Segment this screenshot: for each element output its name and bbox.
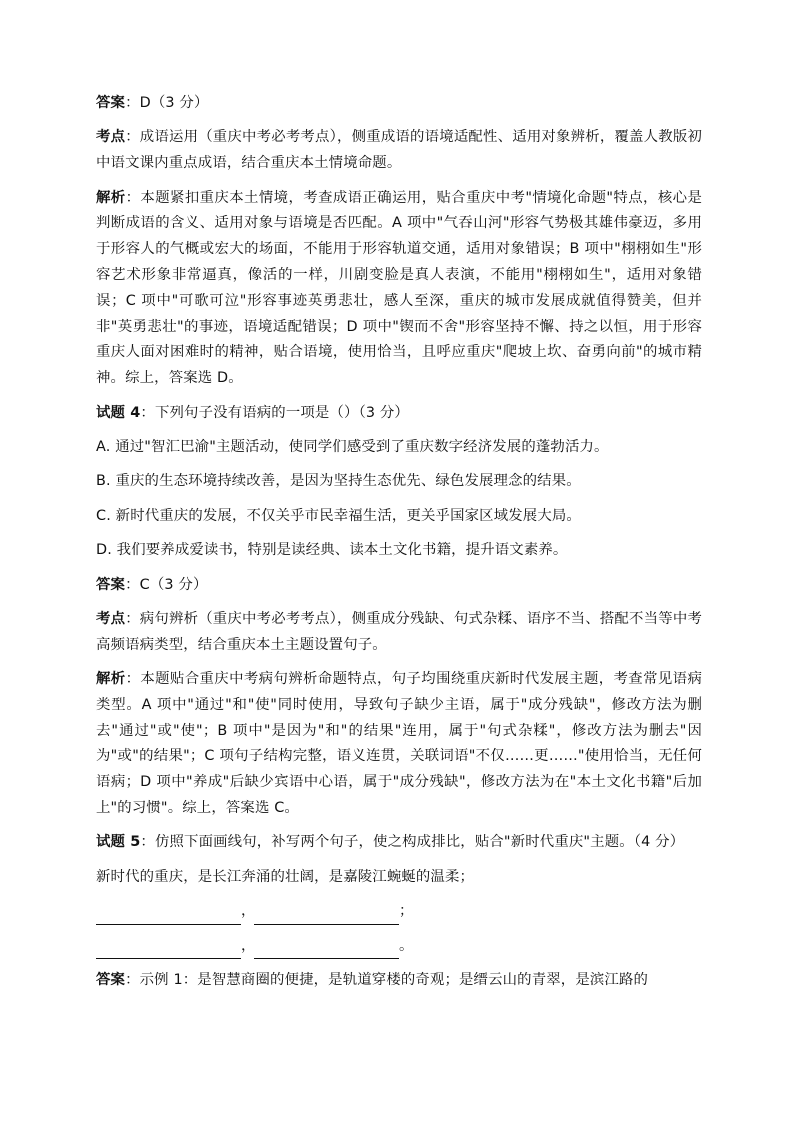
jiexi-text: ：本题紧扣重庆本土情境，考查成语正确运用，贴合重庆中考"情境化命题"特点，核心是判断成语的含义、适用对象与语境是否匹配。A 项中"气吞山河"形容气势极其雄伟豪迈，多用于形容人的气概或宏大的场面，不能用于形容轨道交通，适用对象错误；B 项中"栩栩如生"形容艺术形象非常逼真，像活的一样，川剧变脸是真人表演，不能用"栩栩如生"，适用对象错误；C 项中"可歌可泣"形容事迹英勇悲壮，感人至深，重庆的城市发展成就值得赞美，但并非"英勇悲壮"的事迹，语境适配错误；D 项中"锲而不舍"形容坚持不懈、持之以恒，用于形容重庆人面对困难时的精神，贴合语境，使用恰当，且呼应重庆"爬坡上坎、奋勇向前"的城市精神。综上，答案选 D。 [96,189,702,387]
q4-jiexi [96,667,702,822]
kaodian-label: 考点 [96,129,126,146]
q5-sample-sentence: 新时代的重庆，是长江奔涌的壮阔，是嘉陵江蜿蜒的温柔； [96,868,475,885]
answer-text: ：C（3 分） [125,576,208,593]
document-page [96,91,702,1002]
answer-label: 答案 [96,972,126,989]
blank-separator: ， [241,903,256,920]
q5-answer [96,968,702,994]
blank-separator: ， [241,937,256,954]
jiexi-label: 解析 [96,189,126,206]
q4-option-b: B. 重庆的生态环境持续改善，是因为坚持生态优先、绿色发展理念的结果。 [96,473,581,490]
fill-blank-line-1 [96,899,702,925]
q5-question [96,830,702,856]
kaodian-label: 考点 [96,610,126,627]
q3-jiexi [96,186,702,392]
question-label: 试题 4 [96,404,141,421]
q4-answer [96,573,702,599]
answer-label: 答案 [96,95,126,111]
q3-answer [96,91,702,117]
answer-text: ：D（3 分） [125,95,209,111]
q4-question [96,401,702,427]
blank-separator: ； [399,903,414,920]
q4-option-a: A. 通过"智汇巴渝"主题活动，使同学们感受到了重庆数字经济发展的蓬勃活力。 [96,438,609,455]
q4-option-d: D. 我们要养成爱读书，特别是读经典、读本土文化书籍，提升语文素养。 [96,542,568,559]
question-text: ：下列句子没有语病的一项是（）（3 分） [140,404,409,421]
kaodian-text: ：成语运用（重庆中考必考考点），侧重成语的语境适配性、适用对象辨析，覆盖人教版初中语文课内重点成语，结合重庆本土情境命题。 [96,129,702,172]
jiexi-label: 解析 [96,671,126,688]
jiexi-text: ：本题贴合重庆中考病句辨析命题特点，句子均围绕重庆新时代发展主题，考查常见语病类型。A 项中"通过"和"使"同时使用，导致句子缺少主语，属于"成分残缺"，修改方法为删去"通过"或"使"；B 项中"是因为"和"的结果"连用，属于"句式杂糅"，修改方法为删去"因为"或"的结果"；C 项句子结构完整，语义连贯，关联词语"不仅……更……"使用恰当，无任何语病；D 项中"养成"后缺少宾语中心语，属于"成分残缺"，修改方法为在"本土文化书籍"后加上"的习惯"。综上，答案选 C。 [96,671,702,817]
fill-blank[interactable] [96,907,241,925]
q4-option-c: C. 新时代重庆的发展，不仅关乎市民幸福生活，更关乎国家区域发展大局。 [96,507,581,524]
question-label: 试题 5 [96,834,141,851]
fill-blank[interactable] [254,907,399,925]
answer-text: ：示例 1：是智慧商圈的便捷，是轨道穿楼的奇观；是缙云山的青翠，是滨江路的 [125,972,649,989]
kaodian-text: ：病句辨析（重庆中考必考考点），侧重成分残缺、句式杂糅、语序不当、搭配不当等中考高频语病类型，结合重庆本土主题设置句子。 [96,610,702,653]
q4-kaodian [96,607,702,659]
fill-blank[interactable] [254,941,399,959]
fill-blank[interactable] [96,941,241,959]
q3-kaodian [96,125,702,177]
question-text: ：仿照下面画线句，补写两个句子，使之构成排比，贴合"新时代重庆"主题。（4 分） [140,834,685,851]
answer-label: 答案 [96,576,126,593]
fill-blank-line-2 [96,934,702,960]
blank-separator: 。 [399,937,414,954]
